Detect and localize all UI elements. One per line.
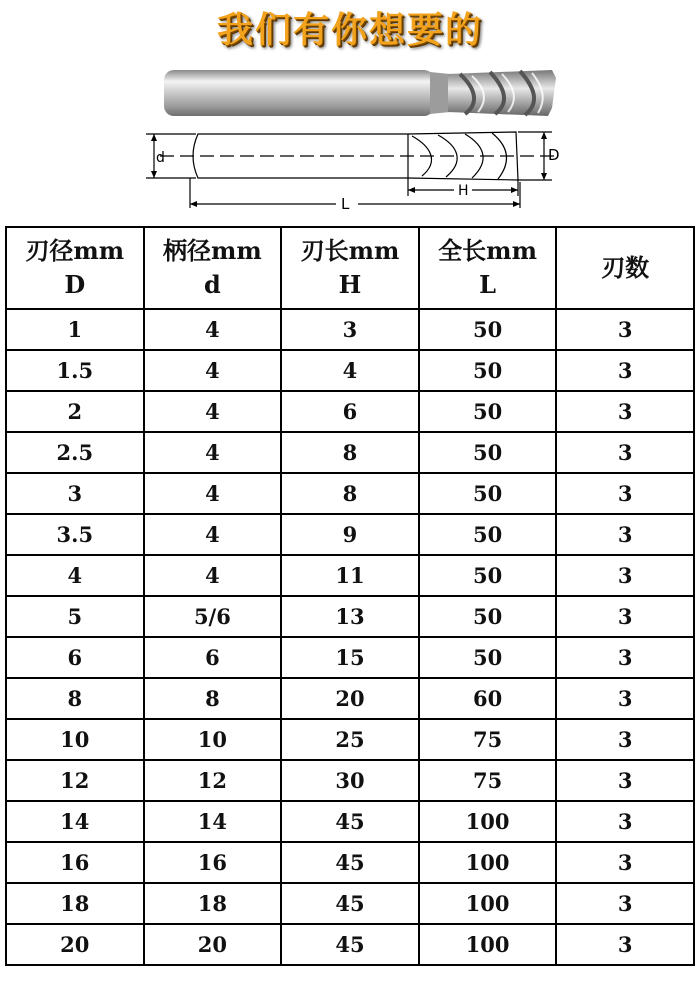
table-cell: 5	[6, 596, 144, 637]
table-row	[6, 637, 694, 678]
table-row	[6, 514, 694, 555]
header-label: 柄径mm	[162, 236, 262, 265]
table-cell: 6	[144, 637, 282, 678]
table-cell: 25	[281, 719, 419, 760]
table-cell: 100	[419, 801, 557, 842]
table-cell: 45	[281, 801, 419, 842]
table-cell: 4	[144, 309, 282, 350]
table-cell: 3	[281, 309, 419, 350]
table-cell: 3	[556, 473, 694, 514]
table-cell: 3	[556, 350, 694, 391]
table-cell: 8	[144, 678, 282, 719]
table-row	[6, 309, 694, 350]
table-row	[6, 719, 694, 760]
table-row	[6, 596, 694, 637]
table-cell: 8	[281, 432, 419, 473]
table-cell: 100	[419, 924, 557, 965]
table-cell: 100	[419, 883, 557, 924]
table-cell: 13	[281, 596, 419, 637]
table-cell: 18	[6, 883, 144, 924]
table-cell: 14	[6, 801, 144, 842]
table-cell: 45	[281, 842, 419, 883]
table-cell: 10	[144, 719, 282, 760]
table-cell: 4	[144, 391, 282, 432]
table-cell: 4	[144, 350, 282, 391]
label-H: H	[458, 183, 469, 199]
table-cell: 50	[419, 555, 557, 596]
table-cell: 20	[281, 678, 419, 719]
label-D: D	[548, 146, 560, 164]
table-cell: 45	[281, 883, 419, 924]
table-cell: 4	[144, 432, 282, 473]
header-label: 刃径mm	[25, 236, 125, 265]
table-row	[6, 924, 694, 965]
table-cell: 3	[556, 842, 694, 883]
table-cell: 50	[419, 432, 557, 473]
header-label: d	[204, 270, 221, 299]
table-cell: 3	[556, 637, 694, 678]
table-cell: 6	[281, 391, 419, 432]
table-cell: 60	[419, 678, 557, 719]
table-cell: 50	[419, 391, 557, 432]
table-cell: 2	[6, 391, 144, 432]
table-cell: 30	[281, 760, 419, 801]
spec-table	[5, 226, 695, 966]
table-cell: 50	[419, 596, 557, 637]
table-cell: 45	[281, 924, 419, 965]
table-cell: 3.5	[6, 514, 144, 555]
table-cell: 3	[556, 391, 694, 432]
table-cell: 11	[281, 555, 419, 596]
header-shank-diameter	[144, 227, 282, 309]
table-cell: 2.5	[6, 432, 144, 473]
table-cell: 50	[419, 473, 557, 514]
table-cell: 3	[556, 760, 694, 801]
header-flute-count	[556, 227, 694, 309]
table-cell: 3	[556, 432, 694, 473]
table-cell: 3	[556, 514, 694, 555]
table-cell: 5/6	[144, 596, 282, 637]
table-row	[6, 842, 694, 883]
table-cell: 3	[6, 473, 144, 514]
table-header-row	[6, 227, 694, 309]
header-label: 刃长mm	[300, 236, 400, 265]
table-cell: 3	[556, 924, 694, 965]
table-cell: 1.5	[6, 350, 144, 391]
table-cell: 20	[144, 924, 282, 965]
header-label: D	[64, 270, 86, 299]
table-row	[6, 432, 694, 473]
table-cell: 8	[281, 473, 419, 514]
table-cell: 18	[144, 883, 282, 924]
table-cell: 12	[144, 760, 282, 801]
table-cell: 4	[6, 555, 144, 596]
table-row	[6, 350, 694, 391]
table-row	[6, 678, 694, 719]
header-label: 刃数	[601, 253, 650, 282]
label-d: d	[156, 150, 165, 166]
table-cell: 50	[419, 309, 557, 350]
table-cell: 4	[281, 350, 419, 391]
table-cell: 14	[144, 801, 282, 842]
table-cell: 10	[6, 719, 144, 760]
table-cell: 50	[419, 514, 557, 555]
table-row	[6, 760, 694, 801]
header-label: 全长mm	[438, 236, 537, 265]
table-cell: 3	[556, 719, 694, 760]
dimension-drawing	[140, 126, 580, 214]
end-mill-photo	[160, 58, 560, 128]
table-row	[6, 555, 694, 596]
table-cell: 16	[6, 842, 144, 883]
table-cell: 4	[144, 555, 282, 596]
header-label: L	[479, 270, 497, 299]
table-cell: 3	[556, 555, 694, 596]
table-cell: 9	[281, 514, 419, 555]
label-L: L	[341, 195, 350, 213]
header-blade-length	[281, 227, 419, 309]
header-overall-length	[419, 227, 557, 309]
table-cell: 8	[6, 678, 144, 719]
table-cell: 50	[419, 637, 557, 678]
table-cell: 6	[6, 637, 144, 678]
table-cell: 15	[281, 637, 419, 678]
header-blade-diameter	[6, 227, 144, 309]
table-cell: 3	[556, 596, 694, 637]
table-cell: 3	[556, 801, 694, 842]
table-cell: 75	[419, 719, 557, 760]
table-row	[6, 883, 694, 924]
table-cell: 50	[419, 350, 557, 391]
table-cell: 1	[6, 309, 144, 350]
table-cell: 3	[556, 309, 694, 350]
table-cell: 16	[144, 842, 282, 883]
table-cell: 75	[419, 760, 557, 801]
table-row	[6, 391, 694, 432]
table-cell: 4	[144, 514, 282, 555]
table-cell: 4	[144, 473, 282, 514]
table-cell: 3	[556, 678, 694, 719]
table-cell: 12	[6, 760, 144, 801]
page-title: 我们有你想要的	[216, 10, 483, 51]
table-cell: 100	[419, 842, 557, 883]
table-row	[6, 801, 694, 842]
table-cell: 3	[556, 883, 694, 924]
table-cell: 20	[6, 924, 144, 965]
header-label: H	[338, 270, 362, 299]
table-row	[6, 473, 694, 514]
